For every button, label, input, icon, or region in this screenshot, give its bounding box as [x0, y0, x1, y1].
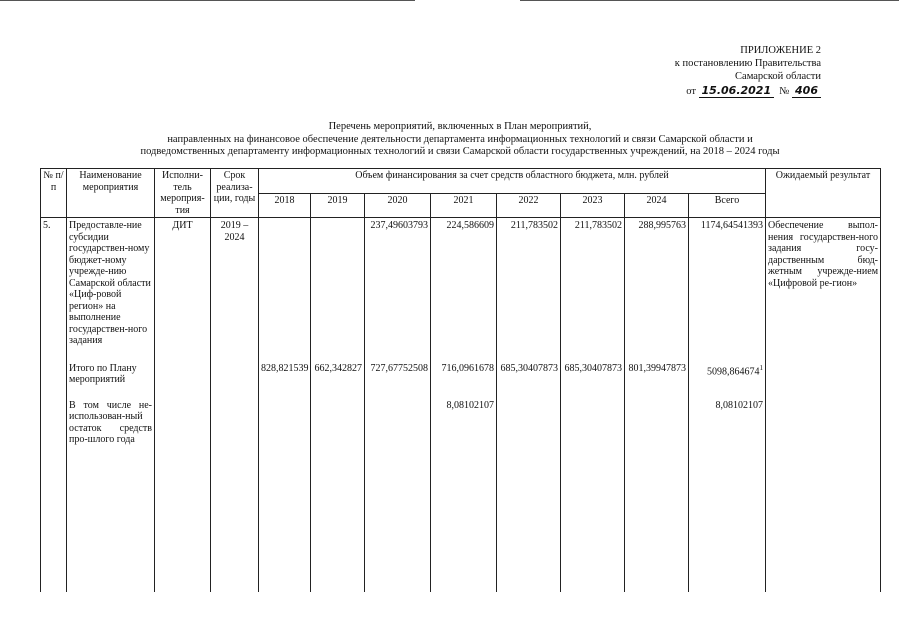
row-term [211, 388, 259, 592]
value-cell: 828,821539 [259, 349, 311, 388]
title-line-1: Перечень мероприятий, включенных в План мероприятий, [328, 121, 592, 132]
header-year: 2019 [311, 193, 365, 218]
row-term [211, 349, 259, 388]
value-cell: 685,30407873 [497, 349, 561, 388]
measures-table [40, 168, 881, 592]
row-name: Итого по Плану мероприятий [67, 349, 155, 388]
table-row [41, 349, 881, 388]
title-line-3: подведомственных департаменту информационных технологий и связи Самарской области государственных учреждений, на 2018 – 2024 годы [140, 146, 780, 157]
row-result: Обеспечение выпол-нения государствен-ного задания госу-дарственным бюд-жетным учрежде-нием «Цифровой ре-гион» [766, 218, 881, 349]
number-label: № [779, 86, 790, 97]
total-value: 5098,864674 [707, 365, 760, 377]
value-cell [561, 388, 625, 592]
header-year: 2018 [259, 193, 311, 218]
header-total: Всего [689, 193, 766, 218]
header-funding: Объем финансирования за счет средств областного бюджета, млн. рублей [259, 169, 766, 194]
header-executor: Исполни-тель мероприя-тия [155, 169, 211, 218]
value-cell: 288,995763 [625, 218, 689, 349]
scan-edge-line [520, 0, 899, 1]
row-result [766, 349, 881, 388]
value-cell: 685,30407873 [561, 349, 625, 388]
header-year: 2023 [561, 193, 625, 218]
header-result: Ожидаемый результат [766, 169, 881, 218]
header-year: 2022 [497, 193, 561, 218]
row-executor [155, 349, 211, 388]
row-name: В том числе не-использован-ный остаток средств про-шлого года [67, 388, 155, 592]
row-executor [155, 388, 211, 592]
decree-number: 406 [792, 84, 821, 98]
decree-date: 15.06.2021 [699, 84, 775, 98]
value-cell [259, 388, 311, 592]
header-year: 2020 [365, 193, 431, 218]
value-cell [365, 388, 431, 592]
value-cell: 8,08102107 [431, 388, 497, 592]
header-name: Наименование мероприятия [67, 169, 155, 218]
value-cell: 801,39947873 [625, 349, 689, 388]
scan-edge-line [0, 0, 415, 1]
date-label: от [686, 86, 696, 97]
header-year: 2024 [625, 193, 689, 218]
header-number: № п/п [41, 169, 67, 218]
document-title [40, 121, 880, 159]
row-term: 2019 – 2024 [211, 218, 259, 349]
value-cell: 237,49603793 [365, 218, 431, 349]
appendix-block [591, 44, 821, 98]
header-term: Срок реализа-ции, годы [211, 169, 259, 218]
value-cell: 211,783502 [561, 218, 625, 349]
value-cell: 662,342827 [311, 349, 365, 388]
row-result [766, 388, 881, 592]
value-cell: 211,783502 [497, 218, 561, 349]
table-row [41, 218, 881, 349]
header-year: 2021 [431, 193, 497, 218]
table-row [41, 388, 881, 592]
value-cell [497, 388, 561, 592]
decree-signature-line [591, 84, 821, 98]
value-cell: 716,0961678 [431, 349, 497, 388]
value-cell: 224,586609 [431, 218, 497, 349]
total-cell [689, 349, 766, 388]
row-executor: ДИТ [155, 218, 211, 349]
row-number [41, 349, 67, 388]
footnote-marker: 1 [759, 363, 764, 372]
row-number [41, 388, 67, 592]
value-cell [259, 218, 311, 349]
value-cell [311, 218, 365, 349]
value-cell: 727,67752508 [365, 349, 431, 388]
row-number: 5. [41, 218, 67, 349]
appendix-title: ПРИЛОЖЕНИЕ 2 [740, 45, 821, 56]
row-name: Предоставле-ние субсидии государствен-ному бюджет-ному учрежде-нию Самарской области «Циф-ровой регион» на выполнение государствен-ного задания [67, 218, 155, 349]
value-cell [311, 388, 365, 592]
appendix-region: Самарской области [735, 71, 821, 82]
total-cell: 8,08102107 [689, 388, 766, 592]
value-cell [625, 388, 689, 592]
total-cell: 1174,64541393 [689, 218, 766, 349]
title-line-2: направленных на финансовое обеспечение деятельности департамента информационных технологий и связи Самарской области и [167, 133, 753, 145]
appendix-decree: к постановлению Правительства [674, 58, 821, 69]
